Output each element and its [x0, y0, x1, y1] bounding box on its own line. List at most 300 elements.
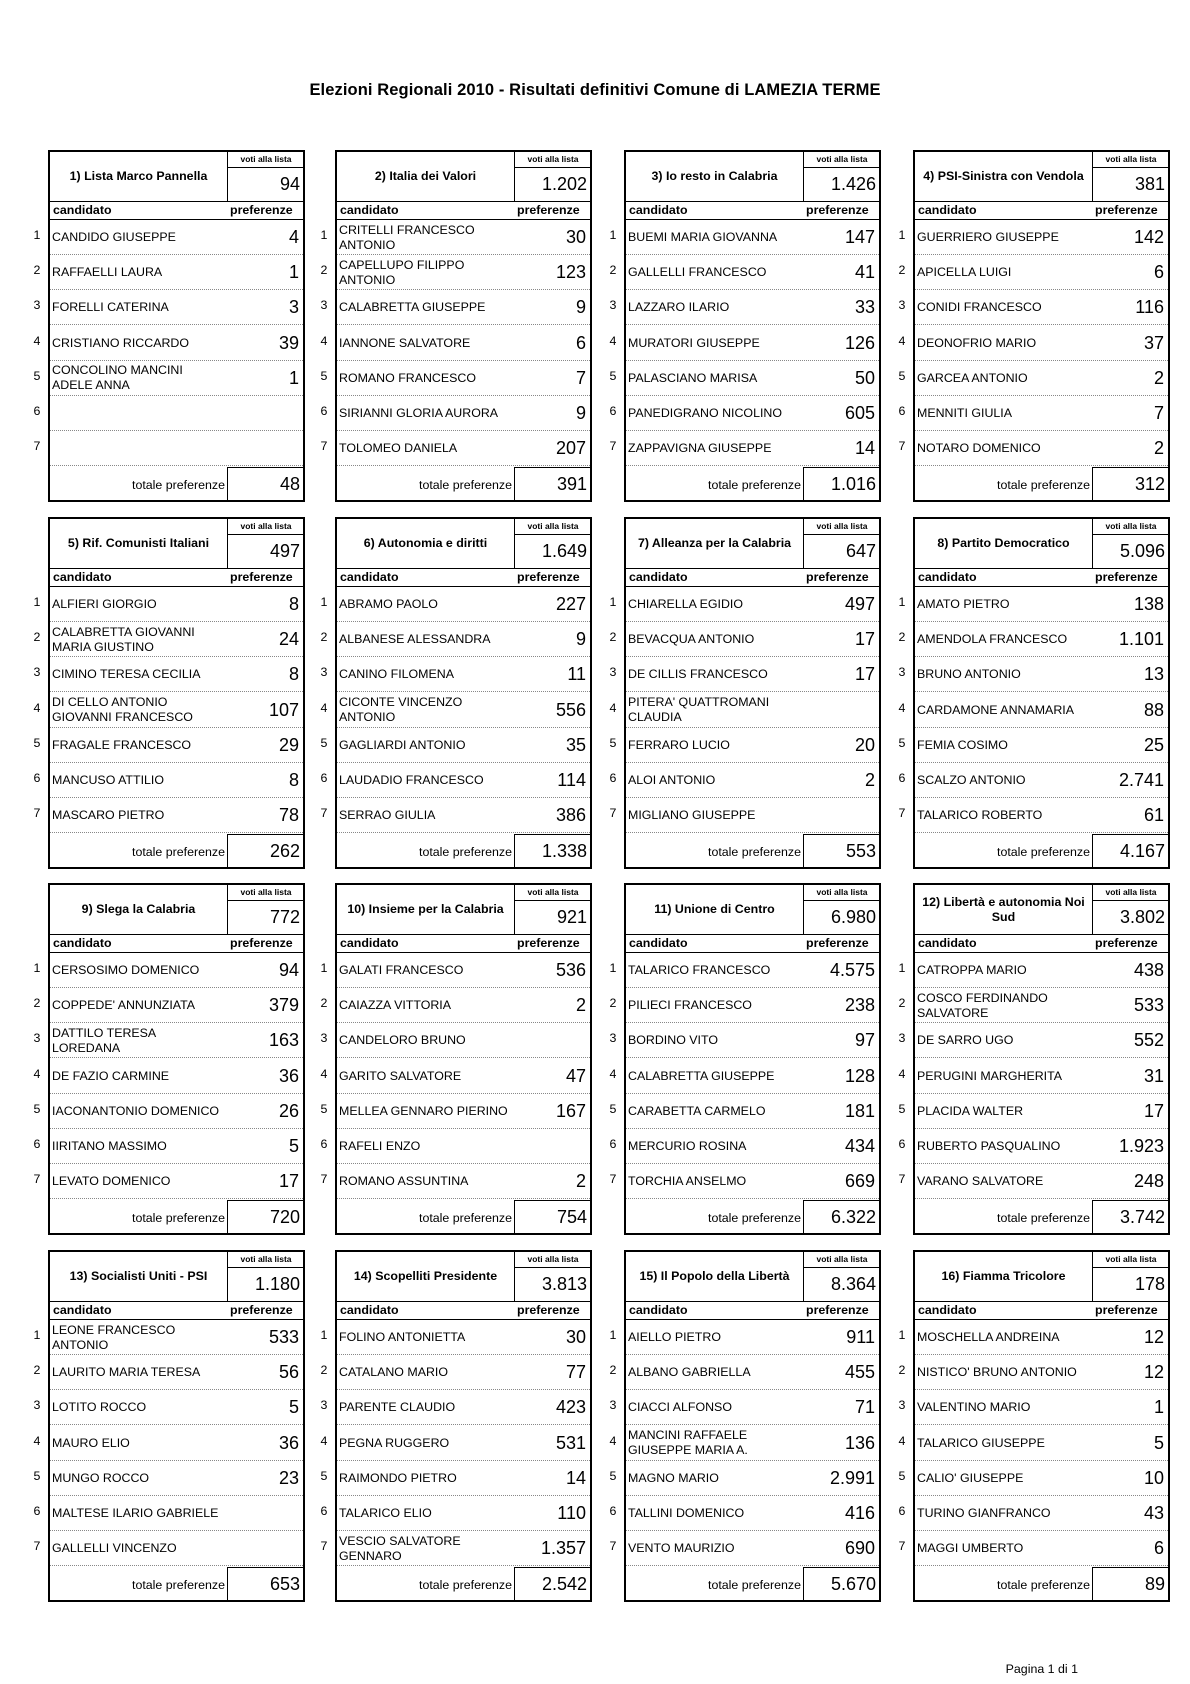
candidate-row: [50, 622, 303, 657]
candidate-row: [337, 1164, 590, 1199]
row-number: 4: [320, 1066, 328, 1081]
list-header: [50, 885, 303, 935]
candidate-name: CALABRETTA GIUSEPPE: [628, 1068, 775, 1083]
list-header: [626, 1252, 879, 1302]
list-votes-label: voti alla lista: [228, 1252, 304, 1268]
list-votes-cell: [514, 885, 591, 934]
row-number: 4: [898, 1066, 906, 1081]
candidate-row: [337, 1426, 590, 1461]
candidate-name: VENTO MAURIZIO: [628, 1541, 735, 1556]
candidate-preferences: 1.357: [540, 1538, 586, 1559]
list-block: [604, 1250, 889, 1602]
candidate-name: DATTILO TERESA LOREDANA: [52, 1025, 156, 1055]
candidate-row: [915, 798, 1168, 833]
preferences-column-label: preferenze: [806, 203, 869, 217]
list-name: 15) Il Popolo della Libertà: [639, 1269, 790, 1283]
candidate-preferences: 88: [1143, 699, 1164, 720]
list-block: [28, 1250, 313, 1602]
candidate-row: [50, 988, 303, 1023]
total-preferences-label: totale preferenze: [419, 845, 512, 859]
row-number: 3: [609, 1398, 617, 1413]
candidate-row: [626, 220, 879, 255]
candidate-preferences: 438: [1133, 960, 1164, 980]
list-votes-cell: [803, 1252, 880, 1301]
row-number: 5: [609, 1101, 617, 1116]
candidate-row: [50, 1426, 303, 1461]
candidate-preferences: 536: [555, 960, 586, 980]
candidate-name: GUERRIERO GIUSEPPE: [917, 230, 1059, 244]
candidate-row: [50, 326, 303, 361]
candidate-preferences: 12: [1143, 1327, 1164, 1347]
candidate-preferences: 7: [575, 367, 586, 388]
candidate-preferences: 26: [278, 1100, 299, 1121]
candidate-preferences: 2: [575, 1171, 586, 1192]
candidate-preferences: 3: [288, 297, 299, 318]
candidate-row: [50, 1129, 303, 1164]
preferences-column-label: preferenze: [517, 936, 580, 950]
list-votes-value: 497: [269, 541, 300, 561]
list-votes-cell: [1092, 1252, 1169, 1301]
candidate-name: LOTITO ROCCO: [52, 1400, 147, 1415]
candidate-preferences: 128: [844, 1065, 875, 1086]
row-number: 5: [33, 1101, 41, 1116]
candidate-preferences: 4.575: [829, 960, 875, 980]
row-number: 3: [898, 298, 906, 313]
row-number: 2: [320, 630, 328, 645]
candidate-row: [50, 763, 303, 798]
page-title: Elezioni Regionali 2010 - Risultati definitivi Comune di LAMEZIA TERME: [309, 81, 881, 99]
total-preferences-value: 48: [279, 474, 300, 494]
row-number: 7: [320, 1172, 328, 1187]
total-preferences-cell: [1092, 1200, 1169, 1234]
total-preferences-cell: [227, 1567, 304, 1601]
candidate-name: PARENTE CLAUDIO: [339, 1400, 456, 1415]
candidate-preferences: 36: [278, 1432, 299, 1453]
candidate-preferences: 39: [278, 332, 299, 353]
total-preferences-value: 653: [269, 1574, 300, 1594]
candidate-name: MUNGO ROCCO: [52, 1470, 150, 1485]
column-header: [50, 201, 303, 220]
candidate-preferences: 9: [575, 297, 586, 318]
row-number: 3: [320, 665, 328, 680]
candidate-name: MAURO ELIO: [52, 1435, 130, 1450]
candidate-preferences: 163: [268, 1030, 299, 1051]
candidate-name: CRITELLI FRANCESCO ANTONIO: [339, 222, 475, 252]
candidate-preferences: 9: [575, 629, 586, 650]
candidate-name: TALARICO FRANCESCO: [628, 963, 771, 977]
candidate-preferences: 20: [854, 734, 875, 755]
candidate-name: DE FAZIO CARMINE: [52, 1068, 170, 1083]
row-number: 7: [609, 439, 617, 454]
candidate-row: [626, 1094, 879, 1129]
list-block: [604, 883, 889, 1235]
candidate-row: [915, 988, 1168, 1023]
candidate-row: [626, 1496, 879, 1531]
list-name: 12) Libertà e autonomia Noi Sud: [922, 894, 1085, 924]
candidate-name: LAURITO MARIA TERESA: [52, 1365, 201, 1380]
list-header: [337, 152, 590, 202]
list-name: 4) PSI-Sinistra con Vendola: [923, 169, 1084, 183]
total-preferences-cell: [514, 467, 591, 501]
column-header: [626, 568, 879, 587]
row-number: 5: [609, 1468, 617, 1483]
list-block: [315, 883, 600, 1235]
row-number: 6: [320, 771, 328, 785]
candidate-row: [626, 693, 879, 728]
row-number: 1: [320, 1328, 328, 1342]
list-votes-cell: [514, 1252, 591, 1301]
candidate-name: GALATI FRANCESCO: [339, 963, 464, 977]
list-block: [28, 150, 313, 502]
candidate-column-label: candidato: [340, 203, 399, 217]
row-number: 4: [320, 1433, 328, 1448]
total-preferences-label: totale preferenze: [708, 478, 801, 492]
candidate-row: [626, 431, 879, 466]
candidate-row: [626, 988, 879, 1023]
list-votes-cell: [514, 152, 591, 201]
total-preferences-label: totale preferenze: [708, 1578, 801, 1592]
candidate-column-label: candidato: [53, 203, 112, 217]
candidate-row: [337, 431, 590, 466]
candidate-row: [50, 1461, 303, 1496]
list-block: [315, 150, 600, 502]
candidate-name: PITERA' QUATTROMANI CLAUDIA: [628, 695, 770, 725]
candidate-row: [50, 290, 303, 325]
list-table: [335, 517, 592, 869]
list-votes-label: voti alla lista: [1093, 152, 1169, 168]
list-votes-value: 1.202: [541, 174, 587, 194]
column-header: [337, 1301, 590, 1320]
list-name: 8) Partito Democratico: [937, 536, 1070, 550]
preferences-column-label: preferenze: [517, 203, 580, 217]
candidate-name: VALENTINO MARIO: [917, 1400, 1031, 1415]
candidate-preferences: 107: [268, 699, 299, 720]
candidate-preferences: 14: [854, 438, 875, 459]
total-preferences-value: 262: [269, 841, 300, 861]
candidate-name: MANCINI RAFFAELE GIUSEPPE MARIA A.: [628, 1428, 748, 1458]
list-name: 6) Autonomia e diritti: [363, 536, 488, 550]
candidate-row: [626, 255, 879, 290]
candidate-name: BEVACQUA ANTONIO: [628, 632, 755, 647]
row-number: 2: [33, 263, 41, 278]
candidate-row: [915, 763, 1168, 798]
list-votes-value: 1.426: [830, 174, 876, 194]
list-header: [915, 1252, 1168, 1302]
total-preferences-label: totale preferenze: [132, 845, 225, 859]
candidate-preferences: 8: [288, 594, 299, 614]
list-name: 3) Io resto in Calabria: [651, 169, 778, 183]
row-number: 2: [33, 630, 41, 645]
candidate-name: BRUNO ANTONIO: [917, 667, 1021, 682]
candidate-name: FEMIA COSIMO: [917, 737, 1008, 752]
preferences-column-label: preferenze: [230, 936, 293, 950]
list-votes-value: 3.802: [1119, 907, 1165, 927]
candidate-name: LEVATO DOMENICO: [52, 1174, 171, 1189]
row-number: 6: [320, 1504, 328, 1518]
candidate-row: [626, 290, 879, 325]
list-votes-value: 921: [556, 907, 587, 927]
total-preferences-cell: [803, 467, 880, 501]
total-preferences-label: totale preferenze: [419, 478, 512, 492]
candidate-row: [626, 953, 879, 988]
row-number: 5: [898, 368, 906, 383]
list-votes-cell: [803, 885, 880, 934]
candidate-row: [337, 1059, 590, 1094]
total-preferences-label: totale preferenze: [419, 1211, 512, 1225]
row-number: 6: [609, 404, 617, 418]
candidate-name: CHIARELLA EGIDIO: [628, 597, 743, 611]
candidate-preferences: 123: [555, 262, 586, 283]
list-votes-value: 772: [269, 907, 300, 927]
column-header: [337, 568, 590, 587]
candidate-row: [915, 1094, 1168, 1129]
candidate-name: ALFIERI GIORGIO: [52, 597, 157, 611]
row-number: 3: [609, 1031, 617, 1046]
list-votes-cell: [227, 152, 304, 201]
candidate-name: ZAPPAVIGNA GIUSEPPE: [628, 441, 772, 456]
candidate-row: [337, 1320, 590, 1355]
total-preferences-value: 312: [1134, 474, 1165, 494]
row-number: 2: [609, 996, 617, 1011]
row-number: 4: [609, 700, 617, 715]
row-number: 7: [33, 806, 41, 821]
row-number: 5: [33, 735, 41, 750]
row-number: 3: [320, 1031, 328, 1046]
candidate-row: [337, 1023, 590, 1058]
candidate-name: GALLELLI VINCENZO: [52, 1541, 177, 1556]
row-number: 2: [320, 1363, 328, 1378]
candidate-name: SCALZO ANTONIO: [917, 773, 1026, 787]
candidate-name: MAGGI UMBERTO: [917, 1541, 1024, 1556]
candidate-row: [915, 1461, 1168, 1496]
candidate-preferences: 379: [268, 995, 299, 1016]
candidate-name: CATALANO MARIO: [339, 1365, 449, 1380]
row-number: 4: [898, 700, 906, 715]
candidate-name: CANINO FILOMENA: [339, 667, 454, 682]
candidate-preferences: 13: [1143, 664, 1164, 685]
candidate-name: CALABRETTA GIOVANNI MARIA GIUSTINO: [52, 624, 195, 654]
candidate-name: IANNONE SALVATORE: [339, 335, 471, 350]
candidate-row: [626, 1164, 879, 1199]
candidate-row: [337, 1355, 590, 1390]
candidate-name: NISTICO' BRUNO ANTONIO: [917, 1365, 1077, 1380]
candidate-preferences: 8: [288, 664, 299, 685]
candidate-column-label: candidato: [629, 203, 688, 217]
total-preferences-value: 4.167: [1119, 841, 1165, 861]
list-votes-label: voti alla lista: [1093, 1252, 1169, 1268]
candidate-name: MASCARO PIETRO: [52, 808, 165, 823]
candidate-row: [915, 1355, 1168, 1390]
candidate-name: VESCIO SALVATORE GENNARO: [339, 1533, 461, 1563]
list-header: [337, 885, 590, 935]
candidate-preferences: 114: [557, 770, 586, 790]
row-number: 1: [609, 1328, 617, 1342]
candidate-row: [50, 1023, 303, 1058]
total-preferences-label: totale preferenze: [708, 845, 801, 859]
candidate-preferences: 9: [575, 403, 586, 423]
candidate-name: TURINO GIANFRANCO: [917, 1506, 1051, 1520]
list-block: [28, 883, 313, 1235]
candidate-preferences: 6: [1153, 262, 1164, 283]
candidate-name: SERRAO GIULIA: [339, 808, 436, 823]
column-header: [915, 201, 1168, 220]
list-name: 5) Rif. Comunisti Italiani: [67, 536, 210, 550]
candidate-name: [52, 431, 224, 466]
candidate-name: BORDINO VITO: [628, 1033, 718, 1048]
list-table: [913, 150, 1170, 502]
row-number: 6: [33, 1504, 41, 1518]
total-preferences-label: totale preferenze: [132, 1211, 225, 1225]
column-header: [626, 1301, 879, 1320]
row-number: 4: [33, 1433, 41, 1448]
candidate-preferences: 1: [1153, 1397, 1164, 1418]
candidate-preferences: 533: [268, 1327, 299, 1347]
candidate-row: [626, 1461, 879, 1496]
candidate-preferences: 5: [288, 1136, 299, 1156]
candidate-preferences: 531: [555, 1432, 586, 1453]
row-number: 5: [320, 1101, 328, 1116]
row-number: 4: [320, 700, 328, 715]
candidate-name: TALARICO GIUSEPPE: [917, 1435, 1045, 1450]
candidate-name: CANDIDO GIUSEPPE: [52, 230, 176, 244]
row-number: 1: [898, 228, 906, 242]
row-number: 1: [320, 961, 328, 975]
list-name: 10) Insieme per la Calabria: [347, 902, 504, 916]
total-preferences-label: totale preferenze: [997, 845, 1090, 859]
row-number: 6: [320, 404, 328, 418]
candidate-name: CERSOSIMO DOMENICO: [52, 963, 200, 977]
candidate-name: TALARICO ROBERTO: [917, 808, 1043, 823]
total-preferences-label: totale preferenze: [132, 1578, 225, 1592]
preferences-column-label: preferenze: [1095, 570, 1158, 584]
candidate-name: PALASCIANO MARISA: [628, 370, 758, 385]
total-preferences-cell: [803, 1567, 880, 1601]
row-number: 1: [33, 595, 41, 609]
candidate-column-label: candidato: [918, 203, 977, 217]
candidate-name: TALLINI DOMENICO: [628, 1506, 745, 1520]
candidate-name: CARDAMONE ANNAMARIA: [917, 702, 1074, 717]
row-number: 4: [609, 1066, 617, 1081]
list-block: [893, 1250, 1178, 1602]
row-number: 4: [33, 333, 41, 348]
candidate-preferences: 207: [555, 438, 586, 459]
total-preferences-label: totale preferenze: [708, 1211, 801, 1225]
candidate-preferences: 167: [555, 1100, 586, 1121]
candidate-name: PILIECI FRANCESCO: [628, 998, 752, 1013]
candidate-name: APICELLA LUIGI: [917, 265, 1012, 280]
candidate-row: [337, 622, 590, 657]
candidate-name: FRAGALE FRANCESCO: [52, 737, 192, 752]
row-number: 5: [33, 368, 41, 383]
preferences-column-label: preferenze: [1095, 1303, 1158, 1317]
preferences-column-label: preferenze: [517, 570, 580, 584]
preferences-column-label: preferenze: [230, 203, 293, 217]
column-header: [915, 1301, 1168, 1320]
list-votes-cell: [1092, 885, 1169, 934]
row-number: 5: [33, 1468, 41, 1483]
candidate-row: [915, 1320, 1168, 1355]
preferences-column-label: preferenze: [806, 570, 869, 584]
list-votes-label: voti alla lista: [804, 152, 880, 168]
candidate-preferences: 33: [854, 297, 875, 318]
list-header: [50, 1252, 303, 1302]
row-number: 6: [320, 1137, 328, 1151]
row-number: 6: [898, 1137, 906, 1151]
row-number: 5: [320, 1468, 328, 1483]
candidate-row: [50, 798, 303, 833]
row-number: 2: [898, 263, 906, 278]
candidate-name: CATROPPA MARIO: [917, 963, 1027, 977]
candidate-row: [50, 1094, 303, 1129]
list-votes-label: voti alla lista: [804, 1252, 880, 1268]
row-number: 1: [609, 228, 617, 242]
total-preferences-value: 391: [556, 474, 587, 494]
candidate-row: [337, 326, 590, 361]
preferences-column-label: preferenze: [230, 570, 293, 584]
candidate-row: [626, 326, 879, 361]
row-number: 6: [898, 771, 906, 785]
candidate-preferences: 47: [565, 1065, 586, 1086]
candidate-column-label: candidato: [53, 936, 112, 950]
candidate-name: MURATORI GIUSEPPE: [628, 335, 760, 350]
candidate-name: MERCURIO ROSINA: [628, 1139, 747, 1153]
column-header: [337, 201, 590, 220]
list-votes-cell: [227, 1252, 304, 1301]
candidate-name: SIRIANNI GLORIA AURORA: [339, 406, 499, 420]
candidate-preferences: 97: [854, 1030, 875, 1051]
total-preferences-value: 5.670: [830, 1574, 876, 1594]
list-header: [337, 519, 590, 569]
candidate-preferences: 41: [854, 262, 875, 283]
candidate-row: [915, 693, 1168, 728]
candidate-column-label: candidato: [918, 1303, 977, 1317]
candidate-row: [50, 396, 303, 431]
candidate-preferences: 17: [1143, 1100, 1164, 1121]
candidate-preferences: 10: [1143, 1467, 1164, 1488]
list-table: [624, 517, 881, 869]
candidate-row: [50, 220, 303, 255]
candidate-preferences: 17: [278, 1171, 299, 1192]
candidate-row: [915, 1129, 1168, 1164]
total-preferences-label: totale preferenze: [997, 1578, 1090, 1592]
candidate-row: [337, 953, 590, 988]
candidate-name: MIGLIANO GIUSEPPE: [628, 808, 756, 823]
candidate-row: [337, 728, 590, 763]
candidate-preferences: 533: [1133, 995, 1164, 1016]
list-name: 2) Italia dei Valori: [374, 169, 477, 183]
candidate-row: [50, 953, 303, 988]
row-number: 2: [609, 1363, 617, 1378]
row-number: 6: [609, 1504, 617, 1518]
candidate-row: [50, 255, 303, 290]
list-header: [337, 1252, 590, 1302]
candidate-preferences: 17: [854, 664, 875, 685]
row-number: 5: [898, 1101, 906, 1116]
row-number: 4: [33, 1066, 41, 1081]
candidate-name: MOSCHELLA ANDREINA: [917, 1330, 1060, 1344]
total-preferences-cell: [227, 834, 304, 868]
candidate-preferences: 50: [854, 367, 875, 388]
row-number: 5: [609, 368, 617, 383]
preferences-column-label: preferenze: [1095, 203, 1158, 217]
column-header: [626, 201, 879, 220]
candidate-name: GALLELLI FRANCESCO: [628, 265, 767, 280]
row-number: 3: [320, 1398, 328, 1413]
row-number: 6: [898, 404, 906, 418]
list-header: [626, 152, 879, 202]
row-number: 7: [609, 1539, 617, 1554]
candidate-preferences: 556: [555, 699, 586, 720]
